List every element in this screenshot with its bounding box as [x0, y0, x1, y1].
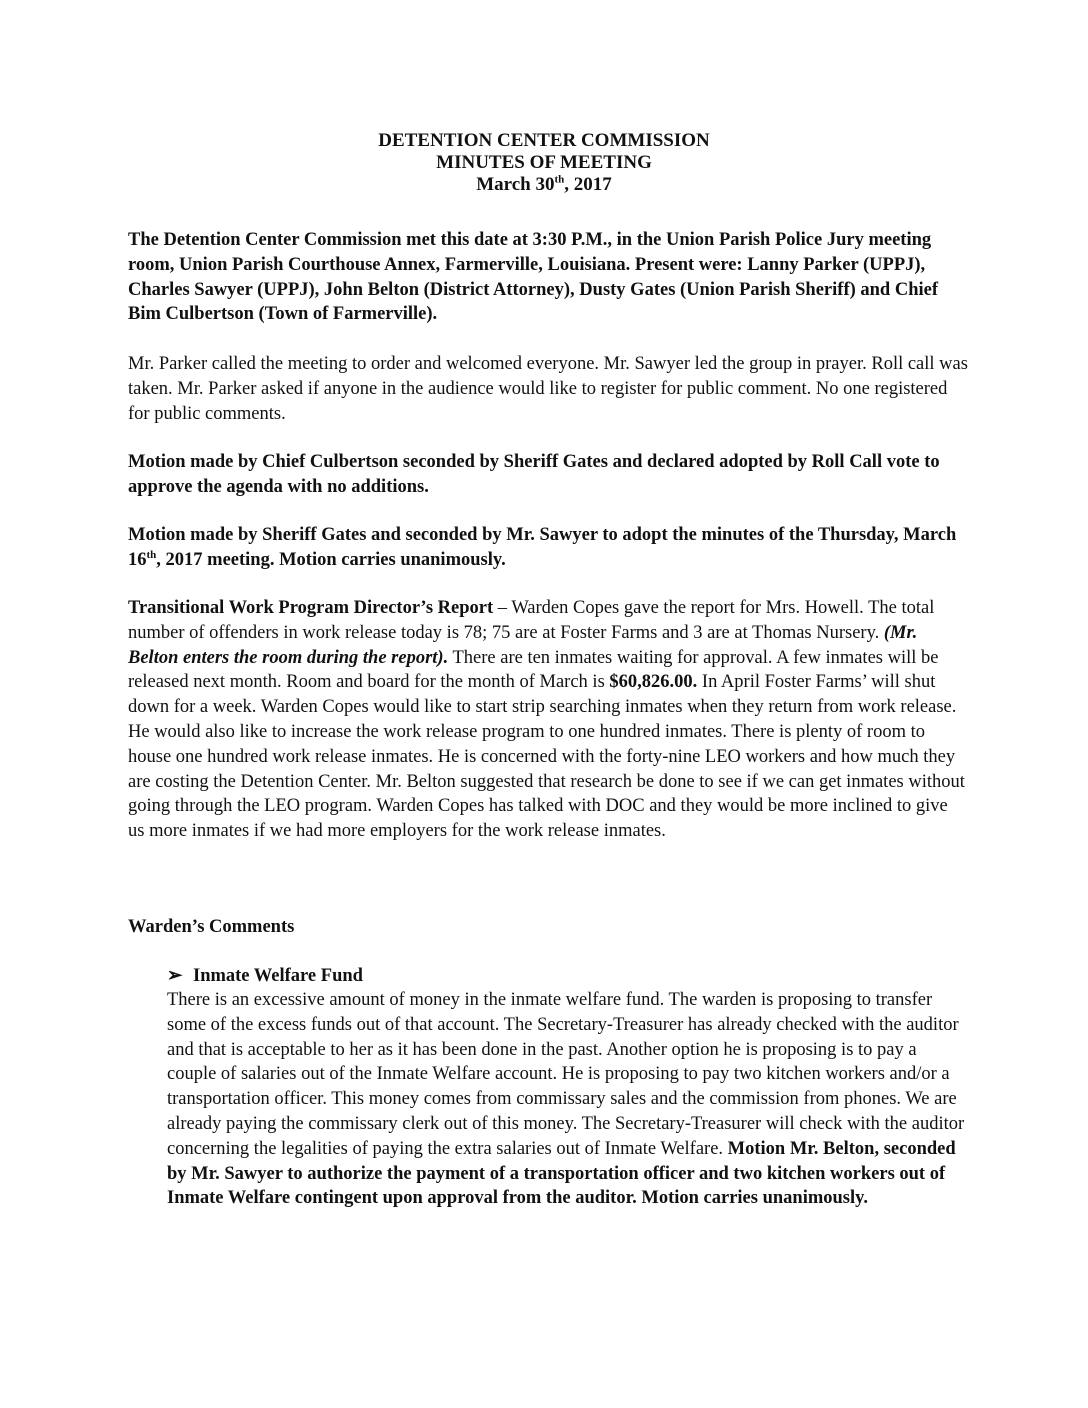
inmate-welfare-motion: Motion Mr. Belton, seconded by Mr. Sawyer to authorize the payment of a transportation officer and two kitchen workers out of Inmate Welfare contingent upon approval from the auditor. Motion carries unanimously. — [167, 1138, 956, 1209]
motion-minutes-sup: th — [146, 548, 157, 561]
wardens-comments-heading: Warden’s Comments — [128, 917, 295, 937]
twp-report-amount: $60,826.00. — [609, 672, 698, 693]
twp-report-italic-note: (Mr. Belton enters the room during the report). — [128, 622, 918, 668]
header-date-sup: th — [554, 173, 565, 186]
twp-report-text1: Warden Copes gave the report for Mrs. Howell. The total number of offenders in work release today is 78; 75 are at Foster Farms and 3 are at Thomas Nursery. — [128, 598, 935, 643]
inmate-welfare-paragraph — [167, 988, 967, 1211]
inmate-welfare-title: Inmate Welfare Fund — [193, 966, 363, 986]
document-header — [0, 130, 1088, 196]
twp-report-text2: There are ten inmates waiting for approval. A few inmates will be released next month. Room and board for the month of March is — [128, 647, 939, 693]
motion-minutes-paragraph — [128, 523, 968, 573]
header-date — [0, 174, 1088, 196]
motion-minutes-prefix: Motion made by Sheriff Gates and seconded by Mr. Sawyer to adopt the minutes of the Thursday, March 16 — [128, 525, 957, 570]
arrow-bullet-icon: ➢ — [167, 966, 183, 986]
call-to-order-paragraph: Mr. Parker called the meeting to order and welcomed everyone. Mr. Sawyer led the group in prayer. Roll call was taken. Mr. Parker asked if anyone in the audience would like to register for public comment. No one registered for public comments. — [128, 354, 968, 424]
twp-report-text3: In April Foster Farms’ will shut down for a week. Warden Copes would like to start strip searching inmates when they return from work release. He would also like to increase the work release program to one hundred inmates. There is plenty of room to house one hundred work release inmates. He is concerned with the forty-nine LEO workers and how much they are costing the Detention Center. Mr. Belton suggested that research be done to see if we can get inmates without going through the LEO program. Warden Copes has talked with DOC and they would be more inclined to give us more inmates if we had more employers for the work release inmates. — [128, 672, 965, 842]
header-date-suffix: , 2017 — [564, 174, 612, 195]
motion-minutes-suffix: , 2017 meeting. Motion carries unanimously. — [156, 549, 506, 570]
intro-paragraph: The Detention Center Commission met this date at 3:30 P.M., in the Union Parish Police Jury meeting room, Union Parish Courthouse Annex, Farmerville, Louisiana. Present were: Lanny Parker (UPPJ), Charles Sawyer (UPPJ), John Belton (District Attorney), Dusty Gates (Union Parish Sheriff) and Chief Bim Culbertson (Town of Farmerville). — [128, 230, 939, 325]
motion-agenda-paragraph: Motion made by Chief Culbertson seconded by Sheriff Gates and declared adopted by Roll Call vote to approve the agenda with no additions. — [128, 452, 940, 497]
header-date-prefix: March 30 — [476, 174, 555, 195]
twp-report-dash: – — [493, 598, 512, 618]
twp-report-paragraph — [128, 596, 968, 844]
inmate-welfare-body: There is an excessive amount of money in the inmate welfare fund. The warden is proposing to transfer some of the excess funds out of that account. The Secretary-Treasurer has already checked with the auditor and that is acceptable to her as it has been done in the past. Another option he is proposing is to pay a couple of salaries out of the Inmate Welfare account. He is proposing to pay two kitchen workers and/or a transportation officer. This money comes from commissary sales and the commission from phones. We are already paying the commissary clerk out of this money. The Secretary-Treasurer will check with the auditor concerning the legalities of paying the extra salaries out of Inmate Welfare. — [167, 990, 965, 1159]
header-title: DETENTION CENTER COMMISSION — [378, 130, 710, 151]
inmate-welfare-bullet — [167, 964, 363, 988]
twp-report-heading: Transitional Work Program Director’s Report — [128, 598, 494, 618]
header-subtitle: MINUTES OF MEETING — [436, 152, 652, 173]
